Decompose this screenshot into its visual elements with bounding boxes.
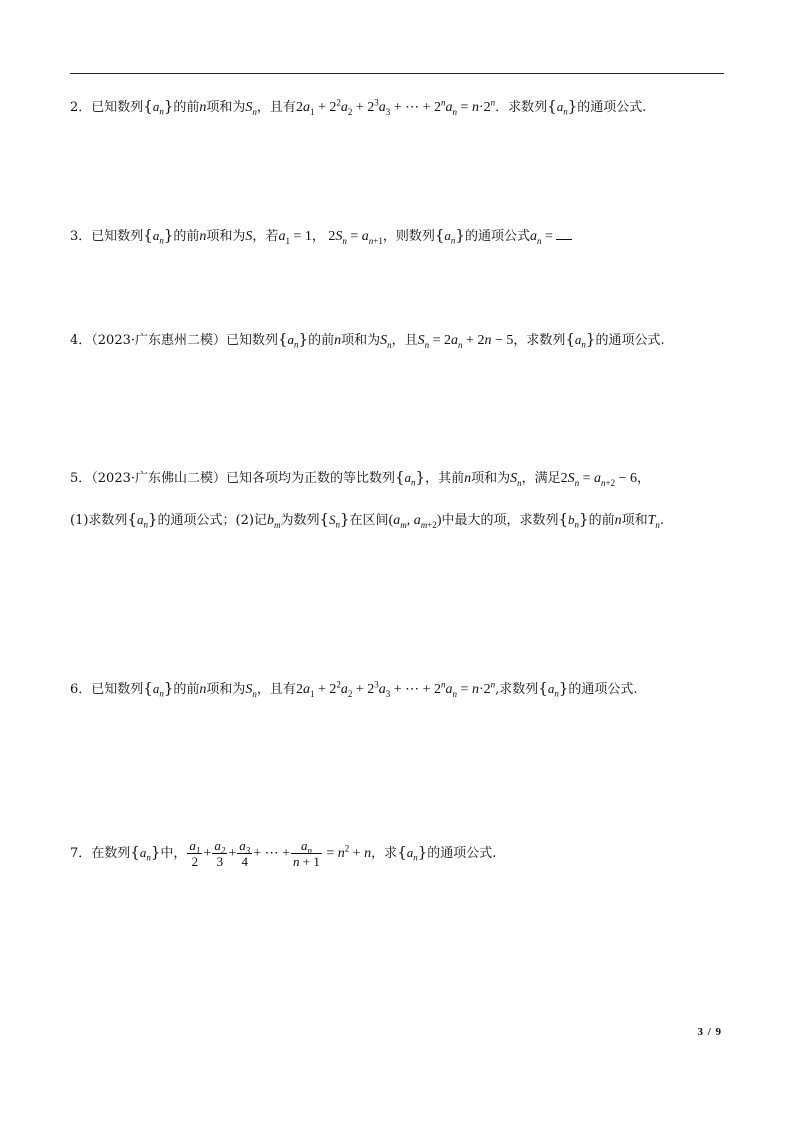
- problem-7: [70, 838, 730, 869]
- fraction: $\frac{a_2}{3}$: [214, 838, 226, 869]
- problem-number: 3: [70, 229, 79, 244]
- problem-6: [70, 677, 730, 701]
- problem-number: 5: [70, 471, 79, 486]
- problem-6-line: 6．已知数列$\{a_n\}$的前n项和为$S_n$，且有$2a_1 + 2^2a_2 + 2^3a_3$ + ⋯ + $2^na_n = n\cdot 2^n$,求数列$\{a_n\}$的通项公式.: [70, 679, 638, 699]
- problem-5-line-1: 5．（2023·广东佛山二模）已知各项均为正数的等比数列$\{a_n\}$，其前n项和为$S_n$，满足$2S_n = a_{n+2} - 6$，: [70, 468, 651, 488]
- problem-number: 2: [70, 100, 79, 115]
- fraction: $\frac{a_3}{4}$: [239, 838, 251, 869]
- problem-number: 7: [70, 846, 79, 861]
- problem-2: [70, 95, 730, 119]
- problem-3: [70, 224, 730, 248]
- problem-number: 6: [70, 682, 79, 697]
- problem-5-line-2: (1)求数列$\{a_n\}$的通项公式；(2)记$b_m$为数列$\{S_n\}$在区间($a_m$, $a_{m+2}$)中最大的项，求数列$\{b_n\}$的前n项和$T_n$.: [70, 510, 665, 530]
- problem-4-line: 4．（2023·广东惠州二模）已知数列$\{a_n\}$的前n项和为$S_n$，且$S_n = 2a_n + 2n - 5$，求数列$\{a_n\}$的通项公式.: [70, 330, 665, 350]
- answer-blank: [556, 227, 572, 240]
- problem-number: 4: [70, 333, 79, 348]
- page-number: 3 / 9: [697, 1026, 722, 1038]
- problem-4: [70, 328, 730, 352]
- fraction: $\frac{a_n}{n + 1}$: [293, 838, 320, 869]
- header-rule: [70, 73, 724, 74]
- fraction: $\frac{a_1}{2}$: [189, 838, 201, 869]
- problem-5: [70, 466, 730, 532]
- problem-2-line: 2．已知数列$\{a_n\}$的前n项和为$S_n$，且有$2a_1 + 2^2a_2 + 2^3a_3$ + ⋯ + $2^na_n = n\cdot 2^n$．求数列$\{a_n\}$的通项公式.: [70, 97, 647, 117]
- problem-3-line: 3．已知数列$\{a_n\}$的前n项和为S，若$a_1 = 1$， $2S_n = a_{n+1}$，则数列$\{a_n\}$的通项公式$a_n$ =: [70, 224, 730, 248]
- problem-7-line: 7．在数列$\{a_n\}$中， $\frac{a_1}{2}$ + $\frac{a_2}{3}$ + $\frac{a_3}{4}$ + ⋯ + $\frac{a_n}{n + 1}$ = $n^2 + n$，求$\{a_n\}$的通项公式.: [70, 838, 497, 869]
